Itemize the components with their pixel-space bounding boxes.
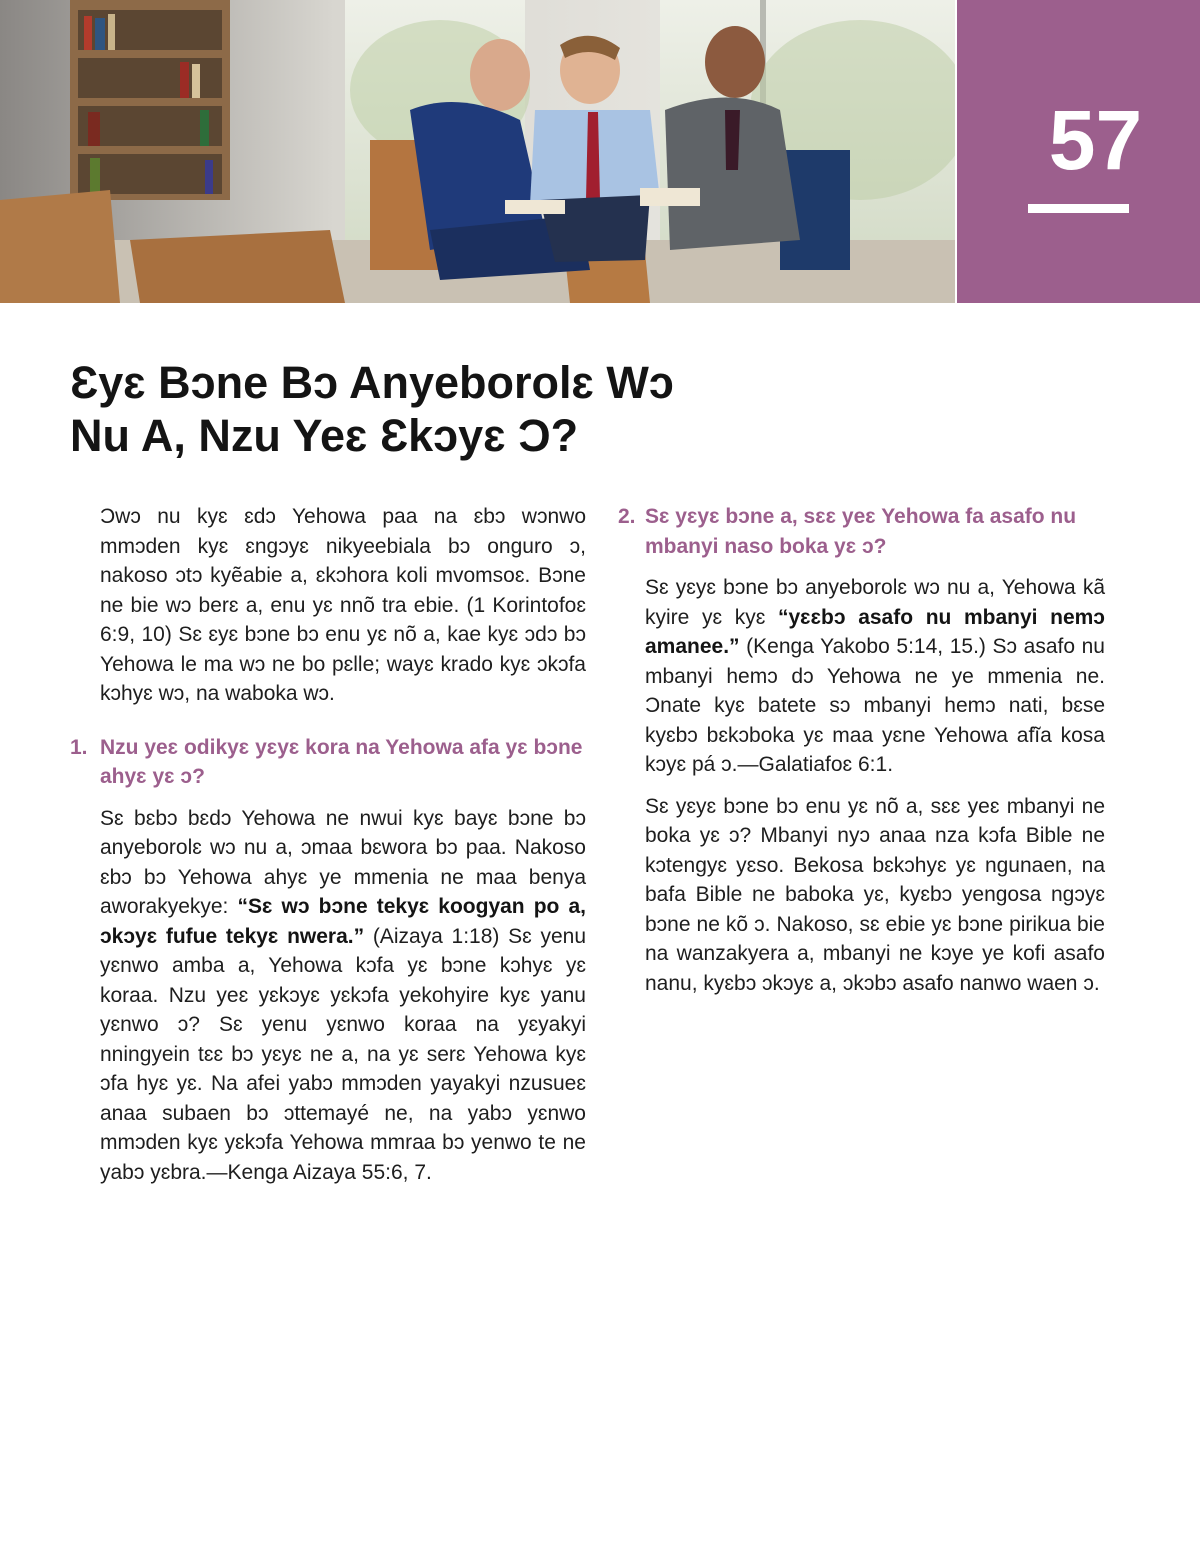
section-2-paragraph-2 — [645, 792, 1105, 999]
section-1-text-b: (Aizaya 1:18) Sɛ yenu yɛnwo amba a, Yehowa kɔfa yɛ bɔne kɔhyɛ yɛ koraa. Nzu yeɛ yɛkɔyɛ yɛkɔfa yekohyire kyɛ yanu yɛnwo ɔ? Sɛ yenu yɛnwo koraa na yɛyakyi nningyein tɛɛ bɔ yɛyɛ ne a, na yɛ serɛ Yehowa kyɛ ɔfa hyɛ yɛ. Na afei yabɔ mmɔden yayakyi nzusueɛ anaa subaen bɔ ɔttemayé ne, na yabɔ yɛnwo mmɔden kyɛ yɛkɔfa Yehowa mmraa bɔ yenwo te ne yabɔ yɛbra.—Kenga Aizaya 55:6, 7. — [100, 924, 587, 1184]
page-title — [70, 356, 930, 462]
hero-photo — [0, 0, 955, 303]
section-2-heading-text: Sɛ yɛyɛ bɔne a, sɛɛ yeɛ Yehowa fa asafo nu mbanyi naso boka yɛ ɔ? — [645, 505, 1077, 558]
badge-underline — [1028, 204, 1129, 213]
section-2-p1-text-a: Sɛ yɛyɛ bɔne bɔ anyeborolɛ wɔ nu a, Yehowa kã kyire yɛ kyɛ — [645, 576, 1105, 629]
left-column — [70, 502, 586, 1199]
section-1-heading — [70, 733, 586, 792]
section-1-quote: “Sɛ wɔ bɔne tekyɛ koogyan po a, ɔkɔyɛ fufue tekyɛ nwera.” — [100, 895, 586, 948]
section-2-heading — [618, 502, 1105, 561]
section-2-p2-text: Sɛ yɛyɛ bɔne bɔ enu yɛ nõ a, sɛɛ yeɛ mbanyi ne boka yɛ ɔ? Mbanyi nyɔ anaa nza kɔfa Bible ne kɔtengyɛ yɛso. Bekosa bɛkɔhyɛ yɛ ngunaen, na bafa Bible ne baboka yɛ, kyɛbɔ yengosa ngɔyɛ bɔne ne kõ ɔ. Nakoso, sɛ ebie yɛ bɔne pirikua bie na wanzakyera a, mbanyi ne kɔye ye kofi asafo nanu, kyɛbɔ ɔkɔyɛ a, ɔkɔbɔ asafo nanwo waen ɔ. — [645, 794, 1105, 995]
section-1-heading-text: Nzu yeɛ odikyɛ yɛyɛ kora na Yehowa afa yɛ bɔne ahyɛ yɛ ɔ? — [100, 735, 583, 788]
section-1-text-a: Sɛ bɛbɔ bɛdɔ Yehowa ne nwui kyɛ bayɛ bɔne bɔ anyeborolɛ wɔ nu a, ɔmaa bɛwora bɔ paa. Nakoso ɛbɔ bɔ Yehowa ahyɛ ye mmenia ne maa benya aworakyekye: — [100, 806, 586, 918]
section-1-paragraph — [100, 804, 586, 1188]
hero-illustration — [0, 0, 955, 303]
lesson-number-badge — [957, 0, 1200, 303]
intro-paragraph: Ɔwɔ nu kyɛ ɛdɔ Yehowa paa na ɛbɔ wɔnwo mmɔden kyɛ ɛngɔyɛ nikyeebiala bɔ onguro ɔ, nakoso ɔtɔ kyẽabie a, ɛkɔhora koli mvomsoɛ. Bɔne ne bie wɔ berɛ a, enu yɛ nnõ tra ebie. (1 Korintofoɛ 6:9, 10) Sɛ ɛyɛ bɔne bɔ enu yɛ nõ a, kae kyɛ ɔdɔ bɔ Yehowa le ma wɔ ne bo pɛlle; wayɛ krado kyɛ ɔkɔfa kɔhyɛ wɔ, na waboka wɔ. — [100, 505, 586, 705]
title-line-2: Nu A, Nzu Yeɛ Ɛkɔyɛ Ɔ? — [70, 410, 579, 461]
section-1-number: 1. — [70, 735, 88, 759]
section-2-number: 2. — [618, 505, 636, 528]
section-2-quote: “yɛɛbɔ asafo nu mbanyi nemɔ amanee.” — [645, 605, 1105, 658]
right-column — [618, 502, 1105, 1010]
section-2-paragraph-1 — [645, 573, 1105, 780]
lesson-number: 57 — [1048, 93, 1143, 187]
title-line-1: Ɛyɛ Bɔne Bɔ Anyeborolɛ Wɔ — [70, 357, 674, 408]
section-2-p1-text-b: (Kenga Yakobo 5:14, 15.) Sɔ asafo nu mbanyi hemɔ dɔ Yehowa ne ye mmenia ne. Ɔnate kyɛ batete sɔ mbanyi hemɔ nati, bɛse kyɛbɔ bɛkɔboka yɛ maa yɛne Yehowa afĩa kosa kɔyɛ pá ɔ.—Galatiafoɛ 6:1. — [645, 635, 1105, 776]
